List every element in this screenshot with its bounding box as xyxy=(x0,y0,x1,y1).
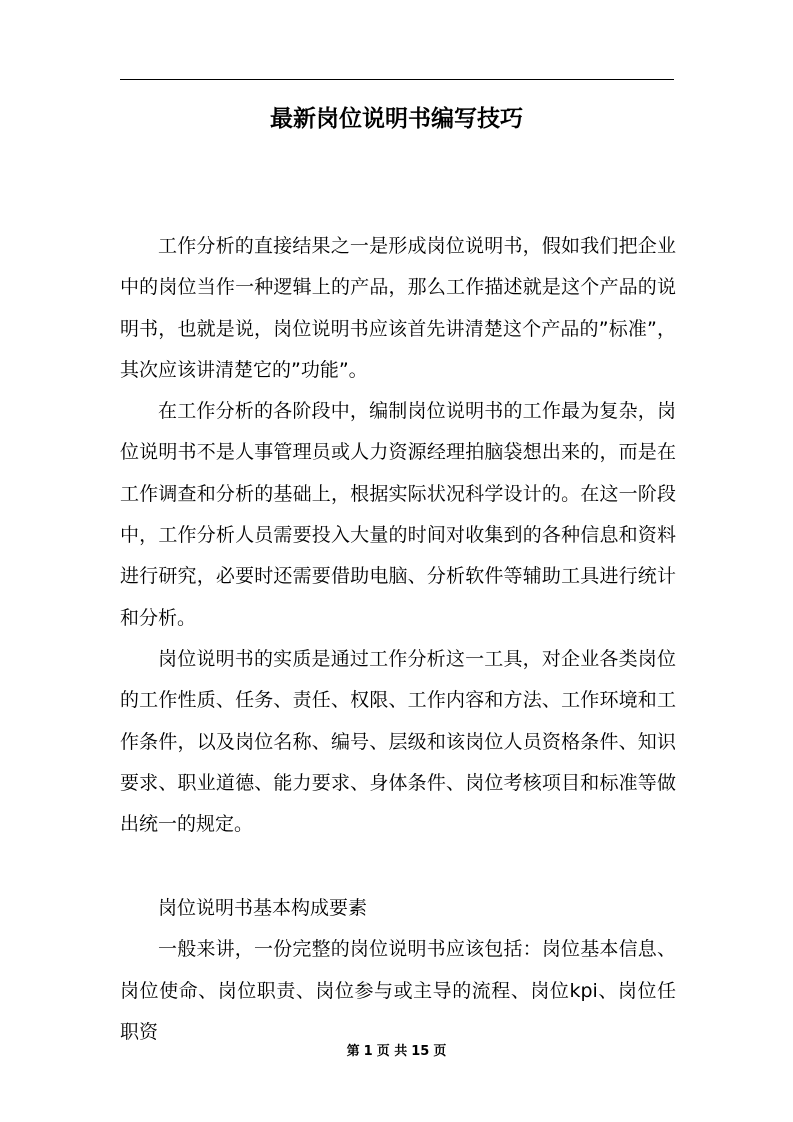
body-section-1 xyxy=(120,226,676,639)
page-footer xyxy=(0,1043,793,1061)
footer-middle: 页 共 xyxy=(376,1044,408,1059)
document-title: 最新岗位说明书编写技巧 xyxy=(270,106,523,132)
footer-total-pages: 15 xyxy=(411,1044,430,1059)
paragraph-3: 岗位说明书的实质是通过工作分析这一工具，对企业各类岗位的工作性质、任务、责任、权限、工作内容和方法、工作环境和工作条件，以及岗位名称、编号、层级和该岗位人员资格条件、知识要求、职业道德、能力要求、身体条件、岗位考核项目和标准等做出统一的规定。 xyxy=(120,648,676,836)
paragraph-2: 在工作分析的各阶段中，编制岗位说明书的工作最为复杂，岗位说明书不是人事管理员或人力资源经理拍脑袋想出来的，而是在工作调查和分析的基础上，根据实际状况科学设计的。在这一阶段中，工作分析人员需要投入大量的时间对收集到的各种信息和资料进行研究，必要时还需要借助电脑、分析软件等辅助工具进行统计和分析。 xyxy=(120,400,676,629)
footer-current-page: 1 xyxy=(363,1044,373,1059)
paragraph-4: 一般来讲，一份完整的岗位说明书应该包括：岗位基本信息、岗位使命、岗位职责、岗位参与或主导的流程、岗位kpi、岗位任职资 xyxy=(120,938,676,1043)
section-heading: 岗位说明书基本构成要素 xyxy=(158,897,368,919)
body-section-3 xyxy=(120,888,676,1053)
body-section-2 xyxy=(120,639,676,845)
header-rule xyxy=(120,79,674,80)
footer-suffix: 页 xyxy=(433,1044,447,1059)
footer-prefix: 第 xyxy=(346,1044,360,1059)
paragraph-1: 工作分析的直接结果之一是形成岗位说明书，假如我们把企业中的岗位当作一种逻辑上的产品，那么工作描述就是这个产品的说明书，也就是说，岗位说明书应该首先讲清楚这个产品的”标准”，其次应该讲清楚它的”功能”。 xyxy=(120,235,676,381)
